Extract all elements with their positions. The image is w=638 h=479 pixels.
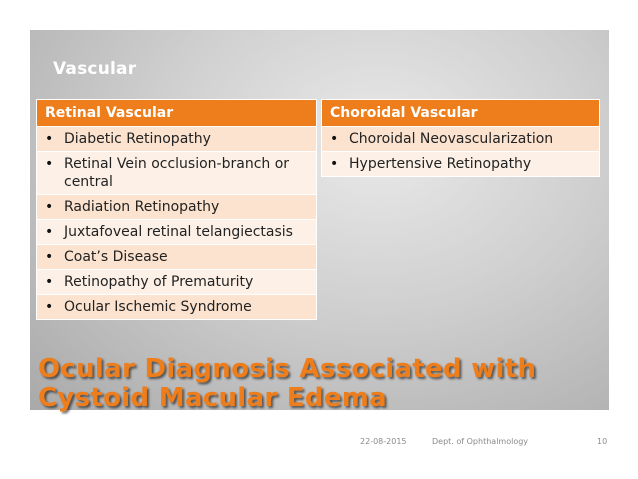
footer-department: Dept. of Ophthalmology [432,437,529,446]
list-item: Ocular Ischemic Syndrome [64,299,252,315]
list-item: Retinopathy of Prematurity [64,274,254,290]
table-row [37,127,317,152]
bullet-icon: • [45,131,54,147]
list-item: Radiation Retinopathy [64,199,220,215]
bullet-icon: • [45,299,54,315]
table-row [37,245,317,270]
bullet-icon: • [330,156,339,172]
table-row [37,195,317,220]
retinal-vascular-header: Retinal Vascular [37,100,317,127]
bullet-icon: • [45,249,54,265]
choroidal-vascular-table [321,99,600,177]
list-item: Juxtafoveal retinal telangiectasis [64,224,293,240]
section-heading: Vascular [53,59,137,79]
footer-page-number: 10 [597,437,608,446]
retinal-vascular-table [36,99,317,320]
list-item: Choroidal Neovascularization [349,131,554,147]
table-row [37,270,317,295]
table-row [322,152,600,177]
list-item: Hypertensive Retinopathy [349,156,532,172]
bullet-icon: • [45,224,54,240]
table-row [37,295,317,320]
list-item: Coat’s Disease [64,249,168,265]
bullet-icon: • [45,156,54,172]
table-row [37,152,317,195]
bullet-icon: • [45,274,54,290]
footer-date: 22-08-2015 [360,437,407,446]
table-row [322,127,600,152]
table-row [37,220,317,245]
list-item: Diabetic Retinopathy [64,131,211,147]
choroidal-vascular-header: Choroidal Vascular [322,100,600,127]
bullet-icon: • [45,199,54,215]
slide-title-line-2: Cystoid Macular Edema [38,383,387,413]
slide-title-line-1: Ocular Diagnosis Associated with [38,354,537,384]
list-item: Retinal Vein occlusion-branch or central [64,156,290,190]
slide-title [38,355,608,413]
bullet-icon: • [330,131,339,147]
